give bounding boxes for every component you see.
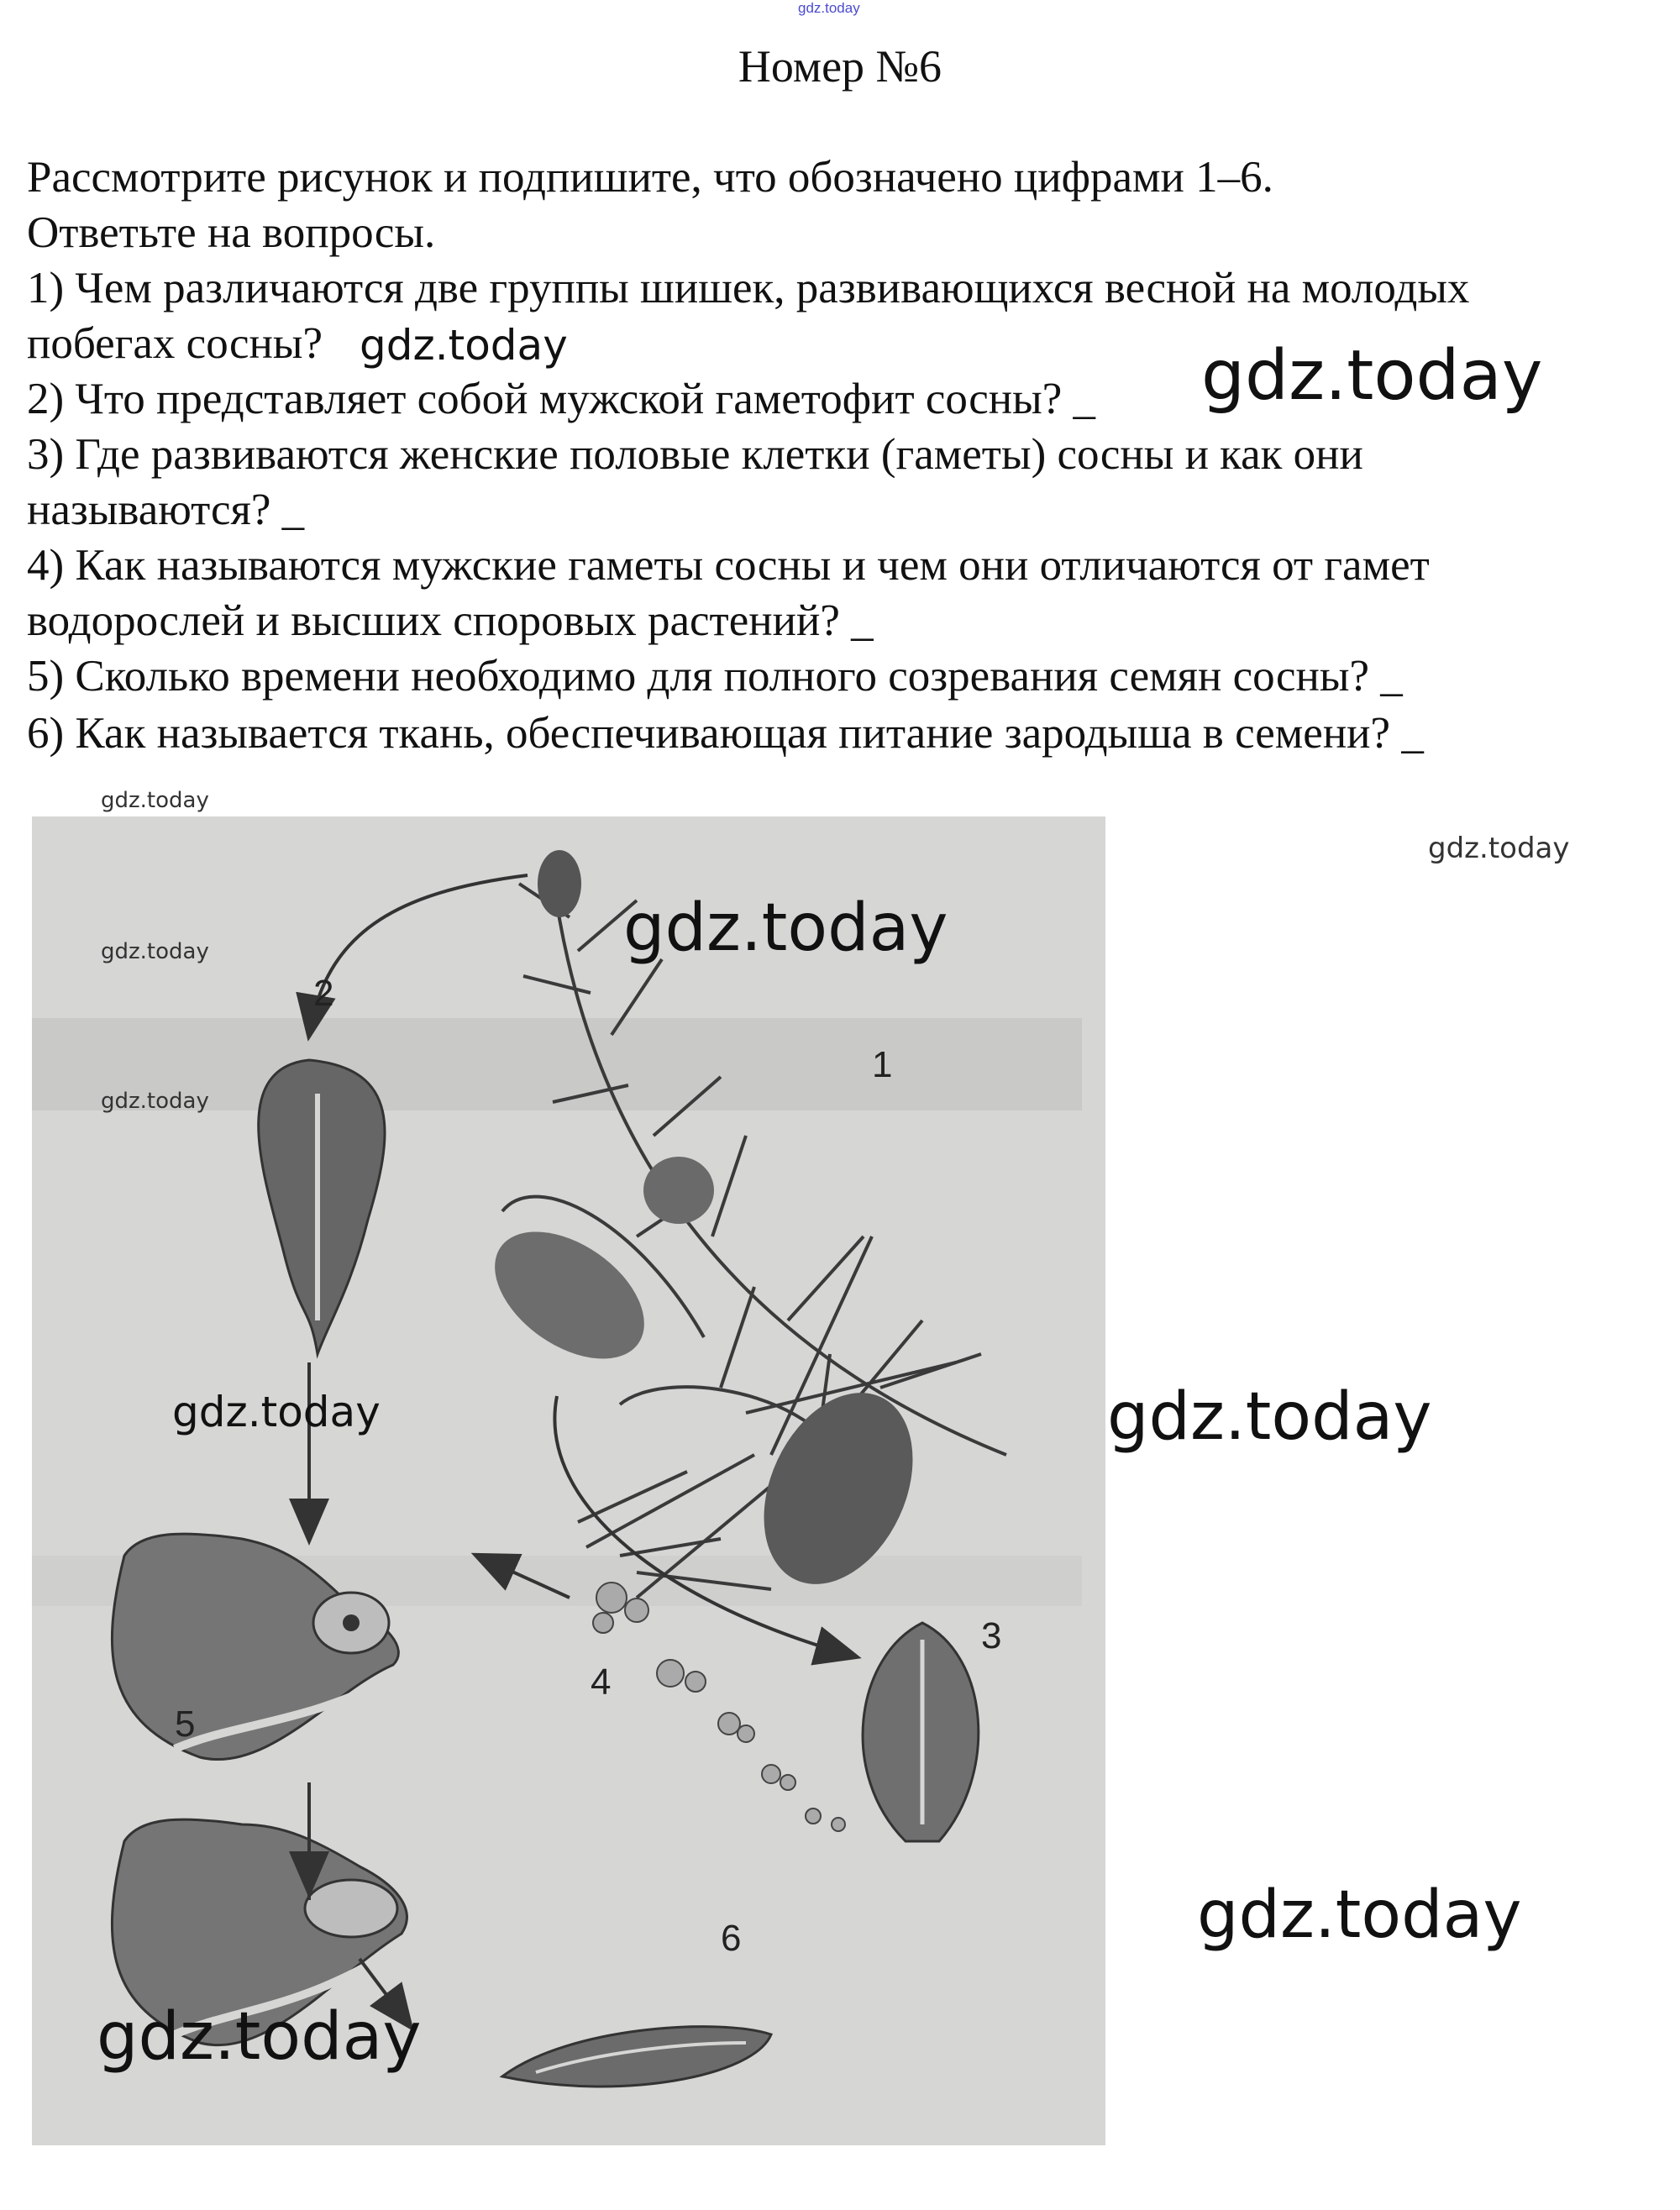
watermark: gdz.today (1197, 1877, 1522, 1953)
male-cone-illustration (863, 1623, 979, 1841)
young-cone (643, 1157, 714, 1224)
watermark: gdz.today (1107, 1379, 1432, 1455)
label-1: 1 (872, 1044, 893, 1085)
watermark: gdz.today (1201, 336, 1543, 416)
watermark: gdz.today (101, 788, 209, 813)
question-2: 2) Что представляет собой мужской гаметофит сосны? _ (27, 375, 1095, 423)
watermark: gdz.today (1428, 832, 1570, 865)
watermark: gdz.today (101, 1089, 209, 1114)
watermark: gdz.today (623, 890, 948, 966)
watermark: gdz.today (172, 1388, 381, 1436)
question-5: 5) Сколько времени необходимо для полного созревания семян сосны? _ (27, 652, 1403, 701)
label-2: 2 (313, 973, 334, 1014)
watermark: gdz.today (101, 939, 209, 964)
pollen-grains-illustration (593, 1583, 845, 1831)
top-site-mark: gdz.today (798, 0, 860, 16)
intro-line-1: Рассмотрите рисунок и подпишите, что обозначено цифрами 1–6. (27, 153, 1273, 202)
question-6: 6) Как называется ткань, обеспечивающая питание зародыша в семени? _ (27, 709, 1424, 758)
male-cones (472, 1205, 668, 1384)
question-4-line-2: водорослей и высших споровых растений? _ (27, 596, 874, 645)
pine-life-cycle-figure (32, 816, 1105, 2145)
intro-line-2: Ответьте на вопросы. (27, 208, 436, 257)
scale-illustration (259, 1060, 385, 1354)
label-5: 5 (175, 1703, 196, 1745)
question-3-line-1: 3) Где развиваются женские половые клетки (гаметы) сосны и как они (27, 430, 1363, 479)
figure-drawing (32, 816, 1105, 2145)
shoot-tip (538, 850, 581, 917)
page-title: Номер №6 (738, 41, 942, 92)
question-3-line-2: называются? _ (27, 486, 305, 534)
watermark: gdz.today (360, 321, 568, 370)
label-6: 6 (721, 1918, 742, 1959)
seed-illustration (502, 2027, 771, 2087)
question-4-line-1: 4) Как называются мужские гаметы сосны и чем они отличаются от гамет (27, 541, 1430, 590)
watermark: gdz.today (97, 1999, 422, 2075)
label-3: 3 (981, 1615, 1002, 1656)
question-1-line-2: побегах сосны? (27, 319, 323, 368)
label-4: 4 (591, 1661, 612, 1703)
question-1-line-1: 1) Чем различаются две группы шишек, развивающихся весной на молодых (27, 264, 1470, 312)
